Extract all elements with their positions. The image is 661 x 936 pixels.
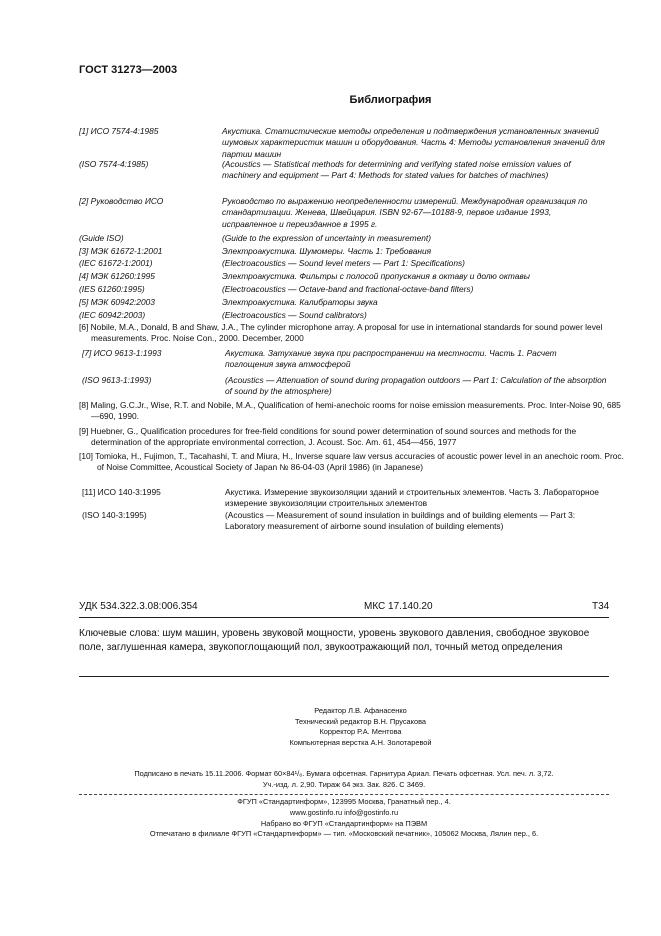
bib-entry-key: (IEC 60942:2003): [79, 310, 146, 320]
publisher-line: Набрано во ФГУП «Стандартинформ» на ПЭВМ: [260, 818, 428, 828]
bib-entry-key: (ISO 7574-4:1985): [79, 159, 149, 169]
bib-entry-key: [5] МЭК 60942:2003: [79, 297, 155, 307]
bib-entry-8: [8] Maling, G.C.Jr., Wise, R.T. and Nobile, M.A., Qualification of hemi-anechoic rooms for noise emission measurements. Proc. Inter-Noise 90, 685—690, 1990.: [79, 400, 621, 421]
bib-entry-text: (Electroacoustics — Octave-band and fractional-octave-band filters): [222, 284, 474, 294]
credit-layout: Компьютерная верстка А.Н. Золотаревой: [289, 737, 432, 747]
bib-entry-key: (IEC 61672-1:2001): [79, 258, 153, 268]
divider: [79, 617, 609, 618]
bib-entry-key: [4] МЭК 61260:1995: [79, 271, 155, 281]
bib-entry-key: [2] Руководство ИСО: [79, 196, 164, 206]
bib-entry-key: (IES 61260:1995): [79, 284, 145, 294]
credit-tech-editor: Технический редактор В.Н. Прусакова: [294, 716, 427, 726]
bib-entry-text: Электроакустика. Шумомеры. Часть 1: Требования: [222, 246, 432, 256]
bib-entry-text: (Acoustics — Statistical methods for determining and verifying stated noise emission values of machinery and equipment — Part 4: Methods for stated values for batches of machines): [222, 159, 571, 181]
bib-entry-text: Электроакустика. Фильтры с полосой пропускания в октаву и долю октавы: [222, 271, 530, 281]
mks-code: МКС 17.140.20: [364, 601, 433, 612]
publishing-line: Подписано в печать 15.11.2006. Формат 60×84¹/₈. Бумага офсетная. Гарнитура Ариал. Печать офсетная. Усл. печ. л. 3,72.: [134, 769, 554, 778]
credit-editor: Редактор Л.В. Афанасенко: [314, 706, 407, 715]
bib-entry-text: (Electroacoustics — Sound level meters — Part 1: Specifications): [222, 258, 465, 268]
bib-entry-text: (Electroacoustics — Sound calibrators): [222, 310, 367, 320]
publisher-line: www.gostinfo.ru info@gostinfo.ru: [289, 807, 399, 817]
bib-entry-text: (Guide to the expression of uncertainty in measurement): [222, 233, 432, 243]
bibliography-title: Библиография: [349, 94, 432, 106]
bib-entry-key: (Guide ISO): [79, 233, 124, 243]
bib-entry-key: (ISO 140-3:1995): [82, 510, 147, 520]
bib-entry-text: Акустика. Статистические методы определения и подтверждения установленных значений шумовых характеристик машин и оборудования. Часть 4: Методы установления значений для партии машин: [222, 126, 605, 159]
divider: [79, 794, 609, 795]
credit-corrector: Корректор Р.А. Ментова: [319, 727, 402, 737]
bib-entry-key: [7] ИСО 9613-1:1993: [82, 348, 162, 358]
credits: [0, 706, 661, 748]
keywords: Ключевые слова: шум машин, уровень звуковой мощности, уровень звукового давления, свободное звуковое поле, заглушенная камера, звукопоглощающий пол, звукоотражающий пол, точный метод определения: [79, 628, 590, 653]
bib-entry-6: [6] Nobile, M.A., Donald, B and Shaw, J.A., The cylinder microphone array. A proposal for use in international standards for sound power level measurements. Proc. Noise Con., 2000. December, 2000: [79, 322, 603, 343]
publisher-line: Отпечатано в филиале ФГУП «Стандартинформ» — тип. «Московский печатник», 105062 Москва, Лялин пер., 6.: [149, 829, 539, 839]
standard-number: ГОСТ 31273—2003: [79, 64, 178, 76]
publishing-line: Уч.-изд. л. 2,90. Тираж 64 экз. Зак. 826. С 3469.: [262, 779, 426, 789]
bib-entry-key: [3] МЭК 61672-1:2001: [79, 246, 163, 256]
divider: [79, 676, 609, 677]
bib-entry-9: [9] Huebner, G., Qualification procedures for free-field conditions for sound power determination of sound sources and methods for the determination of the appropriate environmental correction, J. Acoust. Soc. Am. 61, 454—456, 1977: [79, 426, 577, 447]
publisher-info: [79, 797, 609, 840]
publishing-info: [79, 769, 609, 790]
bib-entry-text: (Acoustics — Attenuation of sound during propagation outdoors — Part 1: Calculation of the absorption of sound by the atmosphere): [225, 375, 607, 397]
bib-entry-text: Акустика. Измерение звукоизоляции зданий и строительных элементов. Часть 3. Лабораторное измерение звукоизоляции строительных элементов: [225, 487, 599, 509]
okstu-code: Т34: [592, 601, 610, 612]
bib-entry-key: [11] ИСО 140-3:1995: [82, 487, 161, 497]
bib-entry-text: Руководство по выражению неопределенности измерений. Международная организация по стандартизации. Женева, Швейцария. ISBN 92-67—10188-9, первое издание 1993, исправленное и переизданное в 1995 г.: [222, 196, 588, 229]
bib-entry-key: (ISO 9613-1:1993): [82, 375, 152, 385]
bib-entry-text: (Acoustics — Measurement of sound insulation in buildings and of building elements — Part 3: Laboratory measurement of airborne sound insulation of building elements): [225, 510, 576, 532]
udk-code: УДК 534.322.3.08:006.354: [79, 601, 198, 612]
bib-entry-text: Электроакустика. Калибраторы звука: [222, 297, 378, 307]
bib-entry-key: [1] ИСО 7574-4:1985: [79, 126, 159, 136]
bib-entry-10: [10] Tomioka, H., Fujimon, T., Tacahashi, T. and Miura, H., Inverse square law versus accuracies of acoustic power level in an anechoic room. Proc. of Noise Committee, Acoustical Society of Japan № 86-04-03 (April 1986) (in Japanese): [79, 451, 624, 472]
publisher-line: ФГУП «Стандартинформ», 123995 Москва, Гранатный пер., 4.: [237, 797, 451, 806]
bib-entry-text: Акустика. Затухание звука при распространении на местности. Часть 1. Расчет поглощения звука атмосферой: [225, 348, 557, 370]
